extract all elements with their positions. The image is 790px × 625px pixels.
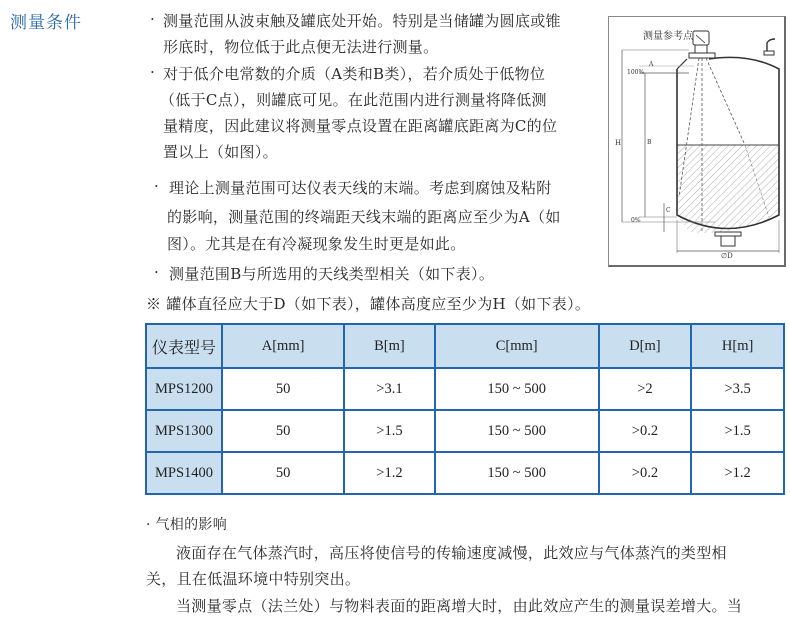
- cell-d: >0.2: [599, 452, 692, 494]
- bullet-2-line-2: （低于C点），则罐底可见。在此范围内进行测量将降低测: [160, 91, 547, 109]
- gas-phase-p1-line1: 液面存在气体蒸汽时，高压将使信号的传输速度减慢，此效应与气体蒸汽的类型相: [176, 544, 727, 562]
- bullet-1-line-1: 测量范围从波束触及罐底处开始。特别是当储罐为圆底或锥: [163, 12, 561, 30]
- bullet-2-line-1: 对于低介电常数的介质（A类和B类），若介质处于低物位: [163, 65, 546, 83]
- bullet-2-line-4: 置以上（如图）。: [163, 143, 278, 161]
- cell-b: >1.2: [344, 452, 435, 494]
- cell-b: >1.5: [344, 410, 435, 452]
- table-header-row: [146, 324, 784, 368]
- cell-d: >2: [599, 368, 692, 410]
- cell-a: 50: [222, 452, 344, 494]
- table-row: [146, 452, 784, 494]
- cell-d: >0.2: [599, 410, 692, 452]
- tank-diagram: [608, 16, 786, 267]
- cell-h: >3.5: [691, 368, 784, 410]
- label-c: C: [666, 207, 671, 214]
- table-row: [146, 368, 784, 410]
- tank-drawing-icon: [609, 17, 784, 265]
- label-100pct: 100%: [627, 69, 645, 76]
- cell-a: 50: [222, 410, 344, 452]
- bullet-2-line-3: 量精度，因此建议将测量零点设置在距离罐底距离为C的位: [163, 117, 558, 135]
- tank-size-note: ※ 罐体直径应大于D（如下表），罐体高度应至少为H（如下表）。: [146, 295, 591, 313]
- bullet-4-line-1: 测量范围B与所选用的天线类型相关（如下表）。: [169, 265, 495, 283]
- gas-phase-p2-line1: 当测量零点（法兰处）与物料表面的距离增大时，由此效应产生的测量误差增大。当: [176, 597, 743, 615]
- header-a: A[mm]: [222, 324, 344, 368]
- section-title: 测量条件: [10, 13, 82, 33]
- cell-c: 150 ~ 500: [435, 368, 599, 410]
- cell-c: 150 ~ 500: [435, 410, 599, 452]
- cell-h: >1.5: [691, 410, 784, 452]
- bullet-marker: ·: [154, 263, 160, 281]
- bullet-marker: ·: [150, 10, 156, 28]
- gas-phase-heading: · 气相的影响: [146, 517, 227, 533]
- cell-c: 150 ~ 500: [435, 452, 599, 494]
- bullet-marker: ·: [154, 177, 160, 195]
- table-row: [146, 410, 784, 452]
- bullet-marker: ·: [150, 63, 156, 81]
- label-a: A: [649, 61, 654, 68]
- header-model: 仪表型号: [146, 324, 222, 368]
- label-0pct: 0%: [631, 217, 641, 224]
- reference-point-label: 测量参考点: [643, 31, 693, 42]
- header-b: B[m]: [344, 324, 435, 368]
- bullet-3-line-3: 图）。尤其是在有冷凝现象发生时更是如此。: [167, 235, 466, 253]
- bullet-3-line-2: 的影响，测量范围的终端距天线末端的距离应至少为A（如: [167, 208, 561, 226]
- header-c: C[mm]: [435, 324, 599, 368]
- gas-phase-p1-line2: 关，且在低温环境中特别突出。: [146, 570, 361, 588]
- header-h: H[m]: [691, 324, 784, 368]
- cell-a: 50: [222, 368, 344, 410]
- cell-h: >1.2: [691, 452, 784, 494]
- spec-table: [145, 323, 785, 495]
- cell-model: MPS1400: [146, 452, 222, 494]
- bullet-1-line-2: 形底时，物位低于此点便无法进行测量。: [163, 38, 439, 56]
- cell-b: >3.1: [344, 368, 435, 410]
- header-d: D[m]: [599, 324, 692, 368]
- label-diameter-d: ∅D: [721, 252, 733, 260]
- cell-model: MPS1200: [146, 368, 222, 410]
- label-b: B: [647, 139, 652, 146]
- bullet-3-line-1: 理论上测量范围可达仪表天线的末端。考虑到腐蚀及粘附: [169, 179, 552, 197]
- label-h: H: [615, 139, 622, 147]
- cell-model: MPS1300: [146, 410, 222, 452]
